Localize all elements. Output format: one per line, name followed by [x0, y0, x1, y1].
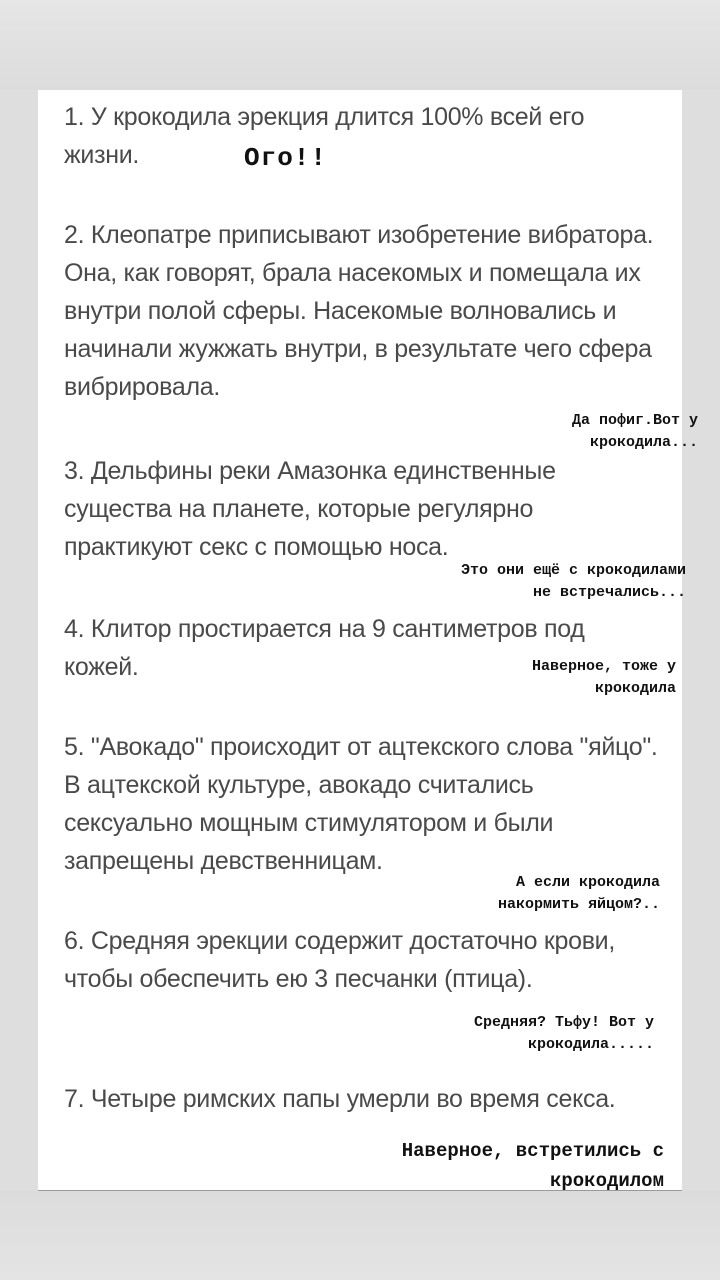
fact-7: 7. Четыре римских папы умерли во время секса.: [64, 1085, 616, 1113]
fact-5: 5. "Авокадо" происходит от ацтекского слова "яйцо". В ацтекской культуре, авокадо считались сексуально мощным стимулятором и были запрещены девственницам.: [64, 733, 658, 875]
fact-6: 6. Средняя эрекции содержит достаточно крови, чтобы обеспечить ею 3 песчанки (птица).: [64, 927, 615, 993]
note-6: Средняя? Тьфу! Вот у крокодила.....: [473, 1014, 654, 1053]
note-2: Да пофиг.Вот у крокодила...: [571, 412, 698, 451]
note-7: Наверное, встретились с крокодилом: [401, 1140, 664, 1192]
fact-4: 4. Клитор простирается на 9 сантиметров под кожей.: [64, 615, 585, 681]
fact-2: 2. Клеопатре приписывают изобретение вибратора. Она, как говорят, брала насекомых и помещала их внутри полой сферы. Насекомые волновались и начинали жужжать внутри, в результате чего сфера вибрировала.: [64, 221, 654, 401]
fact-3: 3. Дельфины реки Амазонка единственные существа на планете, которые регулярно практикуют секс с помощью носа.: [64, 457, 556, 561]
background-top: [0, 0, 720, 90]
note-4: Наверное, тоже у крокодила: [531, 658, 676, 697]
background-bottom: [0, 1190, 720, 1280]
note-5: А если крокодила накормить яйцом?..: [497, 874, 660, 913]
fact-1: 1. У крокодила эрекция длится 100% всей его жизни.: [64, 103, 585, 169]
note-3: Это они ещё с крокодилами не встречались...: [460, 562, 686, 601]
note-1: Ого!!: [244, 143, 328, 173]
